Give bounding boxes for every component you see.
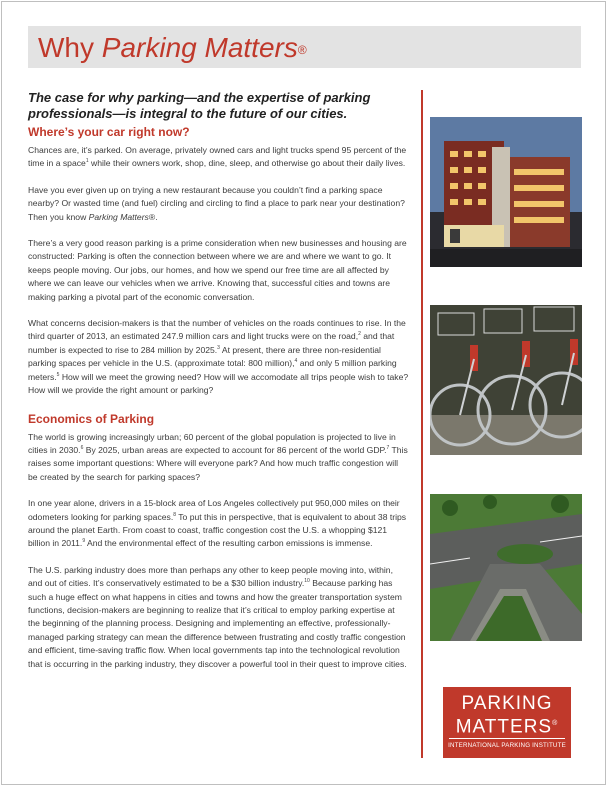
logo-line-1: PARKING [461, 693, 553, 714]
paragraph: Chances are, it’s parked. On average, privately owned cars and light trucks spend 95 percent of the time in a space$^1$ while their owners work, shop, dine, sleep, and otherwise go about their daily lives. [28, 145, 407, 169]
column-divider [421, 90, 423, 758]
paragraph: In one year alone, drivers in a 15-block area of Los Angeles collectively put 950,000 miles on their odometers looking for parking spaces.$^8$ To put this in perspective, that is equivalent to about 38 trips around the planet Earth. From coast to coast, traffic congestion cost the U.S. a whopping $121 billion in 2011.$^9$ And the environmental effect of the resulting carbon emissions is immense. [28, 498, 407, 549]
page-title: Why Parking Matters® [38, 32, 307, 63]
parking-garage-photo [430, 117, 582, 267]
paragraph: The world is growing increasingly urban; 60 percent of the global population is projected to live in cities in 2030.$^6$ By 2025, urban areas are expected to account for 86 percent of the world GDP.$^7$ This raises some important questions: Where will everyone park? And how much traffic congestion will be created by the search for parking spaces? [28, 431, 408, 482]
title-bar [28, 26, 581, 68]
logo-line-2: MATTERS® [455, 716, 559, 738]
parking-lot-photo [430, 494, 582, 641]
section-heading-car: Where’s your car right now? [28, 125, 190, 139]
bike-share-photo [430, 305, 582, 455]
article-body [28, 124, 409, 684]
logo-line-3: INTERNATIONAL PARKING INSTITUTE [448, 742, 566, 749]
paragraph: The U.S. parking industry does more than perhaps any other to keep people moving into, within, and out of cities. It’s conservatively estimated to be a $30 billion industry.$^{10}$ Because parking has such a huge effect on what happens in cities and towns and how the greater transportation system functions, decision-makers are beginning to realize that it’s critical to employ parking expertise at the beginning of the planning process. Designing and implementing an effective, professionally-managed parking strategy can mean the difference between frustrating and costly traffic congestion and efficient, time-saving traffic flow. When local governments tap into the technological revolution that is occurring in the parking industry, they discover a powerful tool in their quest to improve cities. [28, 564, 407, 669]
paragraph: What concerns decision-makers is that the number of vehicles on the roads continues to rise. In the third quarter of 2013, an estimated 247.9 million cars and light trucks were on the road,$^2$ and that number is expected to rise to 284 million by 2025.$^3$ At present, there are three non-residential parking spaces per vehicle in the U.S. (approximate total: 800 million),$^4$ and only 5 million parking meters.$^5$ How will we meet the growing need? How will we accomodate all trips people wish to take? How will we provide the right amount or parking? [28, 318, 409, 396]
parking-matters-logo [443, 687, 571, 758]
section-heading-economics: Economics of Parking [28, 411, 155, 426]
tagline: The case for why parking—and the expertise of parking professionals—is integral to the future of our cities. [28, 90, 371, 121]
paragraph: There’s a very good reason parking is a prime consideration when new businesses and housing are constructed: Parking is often the connection between where we are and where we want to go. It keeps people moving. Our jobs, our homes, and how we spend our free time are all affected by where we can leave our vehicles when we arrive. Knowing that, successful cities and towns are making parking a pivotal part of the economic conversation. [28, 238, 407, 302]
paragraph: Have you ever given up on trying a new restaurant because you couldn’t find a parking space nearby? Or wasted time (and fuel) circling and circling to find a place to park near your destination? Then you know Parking Matters®. [28, 184, 405, 222]
logo-rule [449, 738, 565, 739]
